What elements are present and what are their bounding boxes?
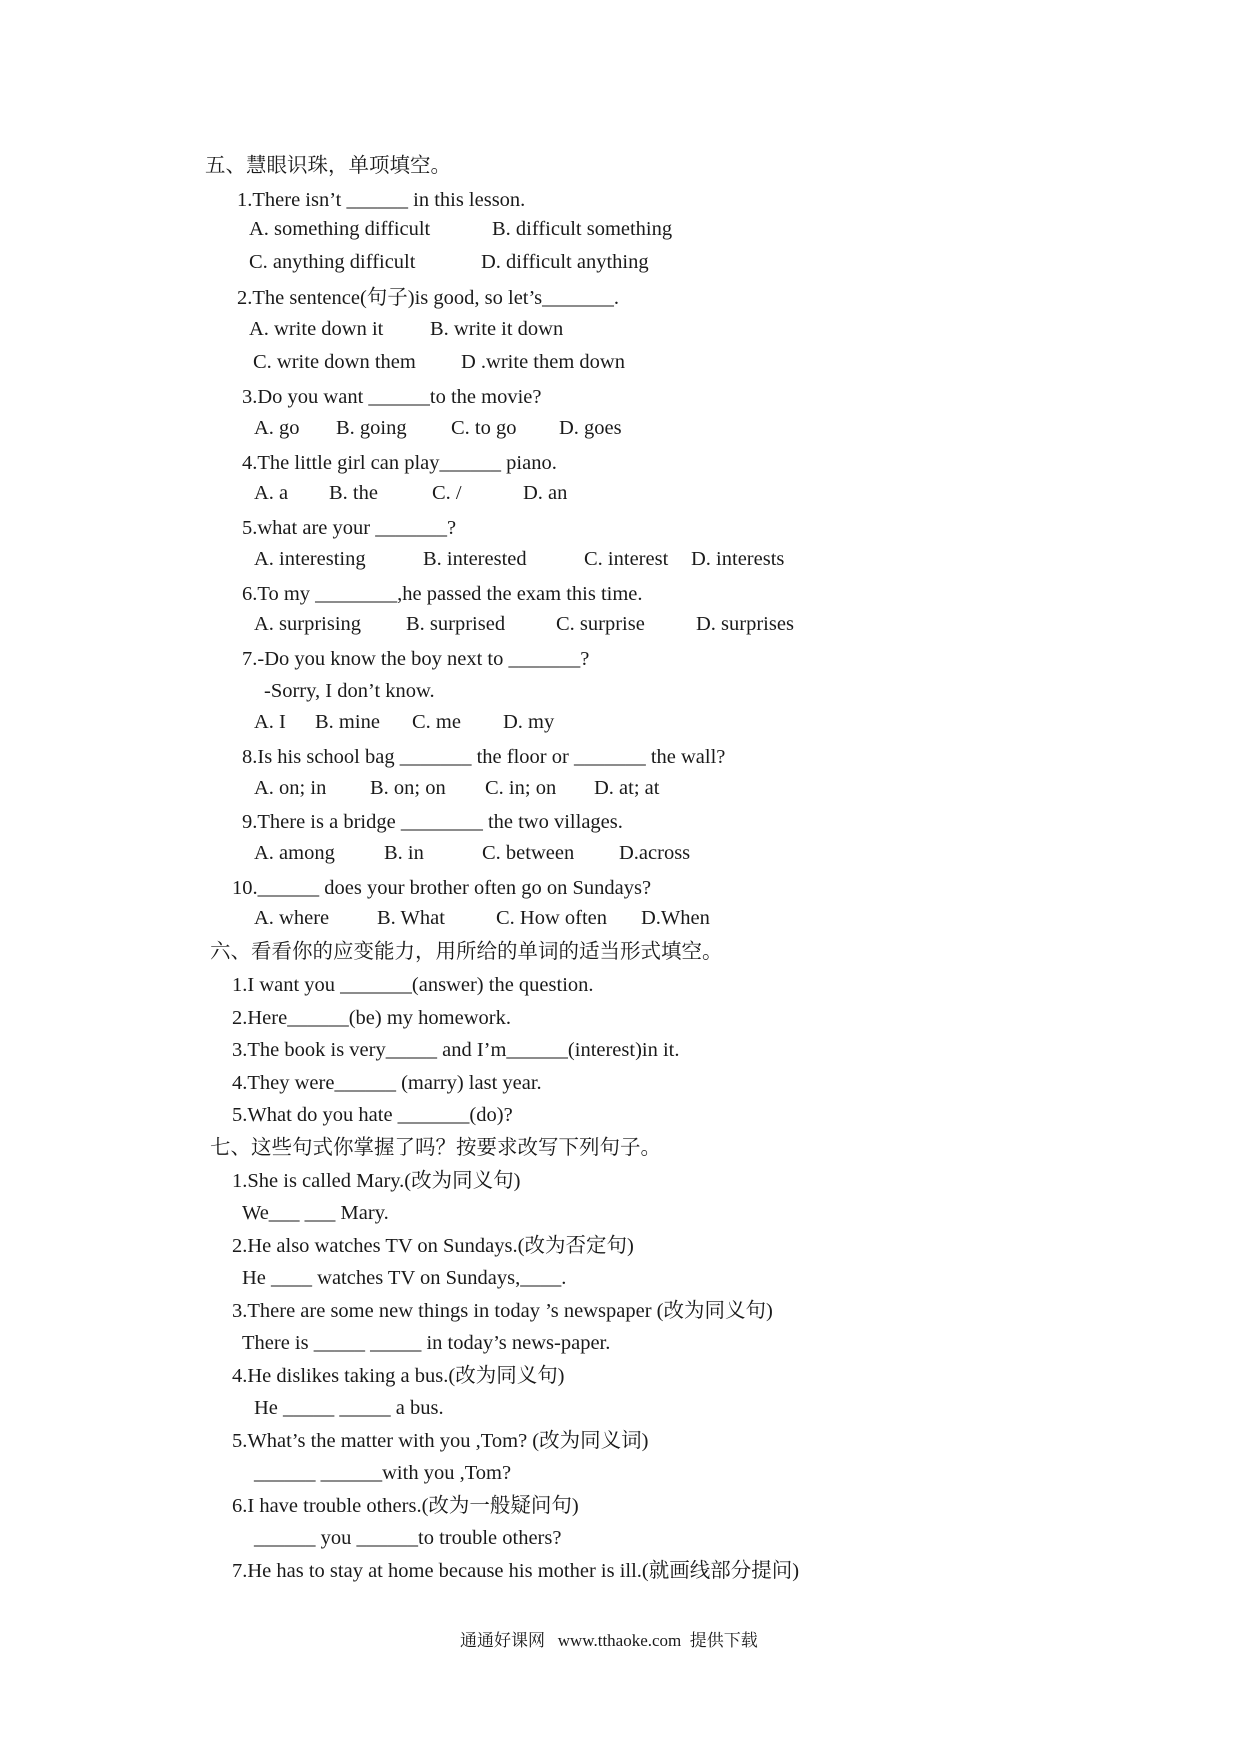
q7-option-c: C. me	[412, 711, 461, 733]
page-footer: 通通好课网 www.tthaoke.com 提供下载	[460, 1631, 758, 1650]
q4-option-d: D. an	[523, 482, 568, 504]
q10-option-d: D.When	[641, 907, 710, 929]
q2-option-d: D .write them down	[461, 351, 625, 373]
q7-option-a: A. I	[254, 711, 286, 733]
q6-stem: 6.To my ________,he passed the exam this time.	[242, 583, 643, 605]
s7-item-1-answer: We___ ___ Mary.	[242, 1202, 389, 1224]
section5-heading: 五、慧眼识珠，单项填空。	[205, 155, 451, 177]
q3-option-a: A. go	[254, 417, 300, 439]
s7-item-6-question: 6.I have trouble others.(改为一般疑问句)	[232, 1495, 579, 1517]
q4-option-b: B. the	[329, 482, 378, 504]
q8-option-a: A. on; in	[254, 777, 327, 799]
s7-item-2-answer: He ____ watches TV on Sundays,____.	[242, 1267, 567, 1289]
q2-option-c: C. write down them	[253, 351, 416, 373]
q6-option-a: A. surprising	[254, 613, 362, 635]
s6-item-1: 1.I want you _______(answer) the question.	[232, 974, 594, 996]
s6-item-2: 2.Here______(be) my homework.	[232, 1007, 511, 1029]
q7-response: -Sorry, I don’t know.	[264, 680, 435, 702]
q8-stem: 8.Is his school bag _______ the floor or _______ the wall?	[242, 746, 726, 768]
s6-item-3: 3.The book is very_____ and I’m______(interest)in it.	[232, 1039, 680, 1061]
q8-option-c: C. in; on	[485, 777, 557, 799]
q3-stem: 3.Do you want ______to the movie?	[242, 386, 542, 408]
q2-option-b: B. write it down	[430, 318, 564, 340]
q8-option-d: D. at; at	[594, 777, 660, 799]
s6-item-5: 5.What do you hate _______(do)?	[232, 1104, 513, 1126]
q3-option-c: C. to go	[451, 417, 517, 439]
q1-option-d: D. difficult anything	[481, 251, 649, 273]
q1-option-c: C. anything difficult	[249, 251, 416, 273]
q9-stem: 9.There is a bridge ________ the two villages.	[242, 811, 623, 833]
q1-stem: 1.There isn’t ______ in this lesson.	[237, 189, 526, 211]
q10-option-b: B. What	[377, 907, 445, 929]
q9-option-a: A. among	[254, 842, 335, 864]
q5-option-c: C. interest	[584, 548, 669, 570]
q9-option-d: D.across	[619, 842, 691, 864]
q6-option-c: C. surprise	[556, 613, 645, 635]
s7-item-6-answer: ______ you ______to trouble others?	[254, 1527, 562, 1549]
q5-option-d: D. interests	[691, 548, 785, 570]
q2-option-a: A. write down it	[249, 318, 384, 340]
s7-item-5-answer: ______ ______with you ,Tom?	[254, 1462, 512, 1484]
q10-option-a: A. where	[254, 907, 330, 929]
s7-item-1-question: 1.She is called Mary.(改为同义句)	[232, 1170, 521, 1192]
q10-option-c: C. How often	[496, 907, 608, 929]
q5-option-a: A. interesting	[254, 548, 366, 570]
s7-item-7-question: 7.He has to stay at home because his mother is ill.(就画线部分提问)	[232, 1560, 800, 1582]
section6-heading: 六、看看你的应变能力，用所给的单词的适当形式填空。	[210, 941, 723, 963]
s7-item-4-answer: He _____ _____ a bus.	[254, 1397, 444, 1419]
q4-option-a: A. a	[254, 482, 289, 504]
s6-item-4: 4.They were______ (marry) last year.	[232, 1072, 542, 1094]
s7-item-3-answer: There is _____ _____ in today’s news-paper.	[242, 1332, 611, 1354]
q8-option-b: B. on; on	[370, 777, 446, 799]
q7-stem: 7.-Do you know the boy next to _______?	[242, 648, 590, 670]
q6-option-d: D. surprises	[696, 613, 794, 635]
q10-stem: 10.______ does your brother often go on Sundays?	[232, 877, 652, 899]
q1-option-b: B. difficult something	[492, 218, 673, 240]
q5-stem: 5.what are your _______?	[242, 517, 457, 539]
q9-option-c: C. between	[482, 842, 575, 864]
q7-option-d: D. my	[503, 711, 555, 733]
q7-option-b: B. mine	[315, 711, 380, 733]
q6-option-b: B. surprised	[406, 613, 506, 635]
section7-heading: 七、这些句式你掌握了吗？按要求改写下列句子。	[210, 1137, 661, 1159]
q5-option-b: B. interested	[423, 548, 527, 570]
s7-item-5-question: 5.What’s the matter with you ,Tom? (改为同义词)	[232, 1430, 649, 1452]
s7-item-4-question: 4.He dislikes taking a bus.(改为同义句)	[232, 1365, 565, 1387]
q4-stem: 4.The little girl can play______ piano.	[242, 452, 557, 474]
q2-stem: 2.The sentence(句子)is good, so let’s_______.	[237, 287, 620, 309]
q3-option-d: D. goes	[559, 417, 622, 439]
s7-item-3-question: 3.There are some new things in today ’s newspaper (改为同义句)	[232, 1300, 773, 1322]
q9-option-b: B. in	[384, 842, 424, 864]
q1-option-a: A. something difficult	[249, 218, 431, 240]
q4-option-c: C. /	[432, 482, 462, 504]
q3-option-b: B. going	[336, 417, 407, 439]
s7-item-2-question: 2.He also watches TV on Sundays.(改为否定句)	[232, 1235, 634, 1257]
